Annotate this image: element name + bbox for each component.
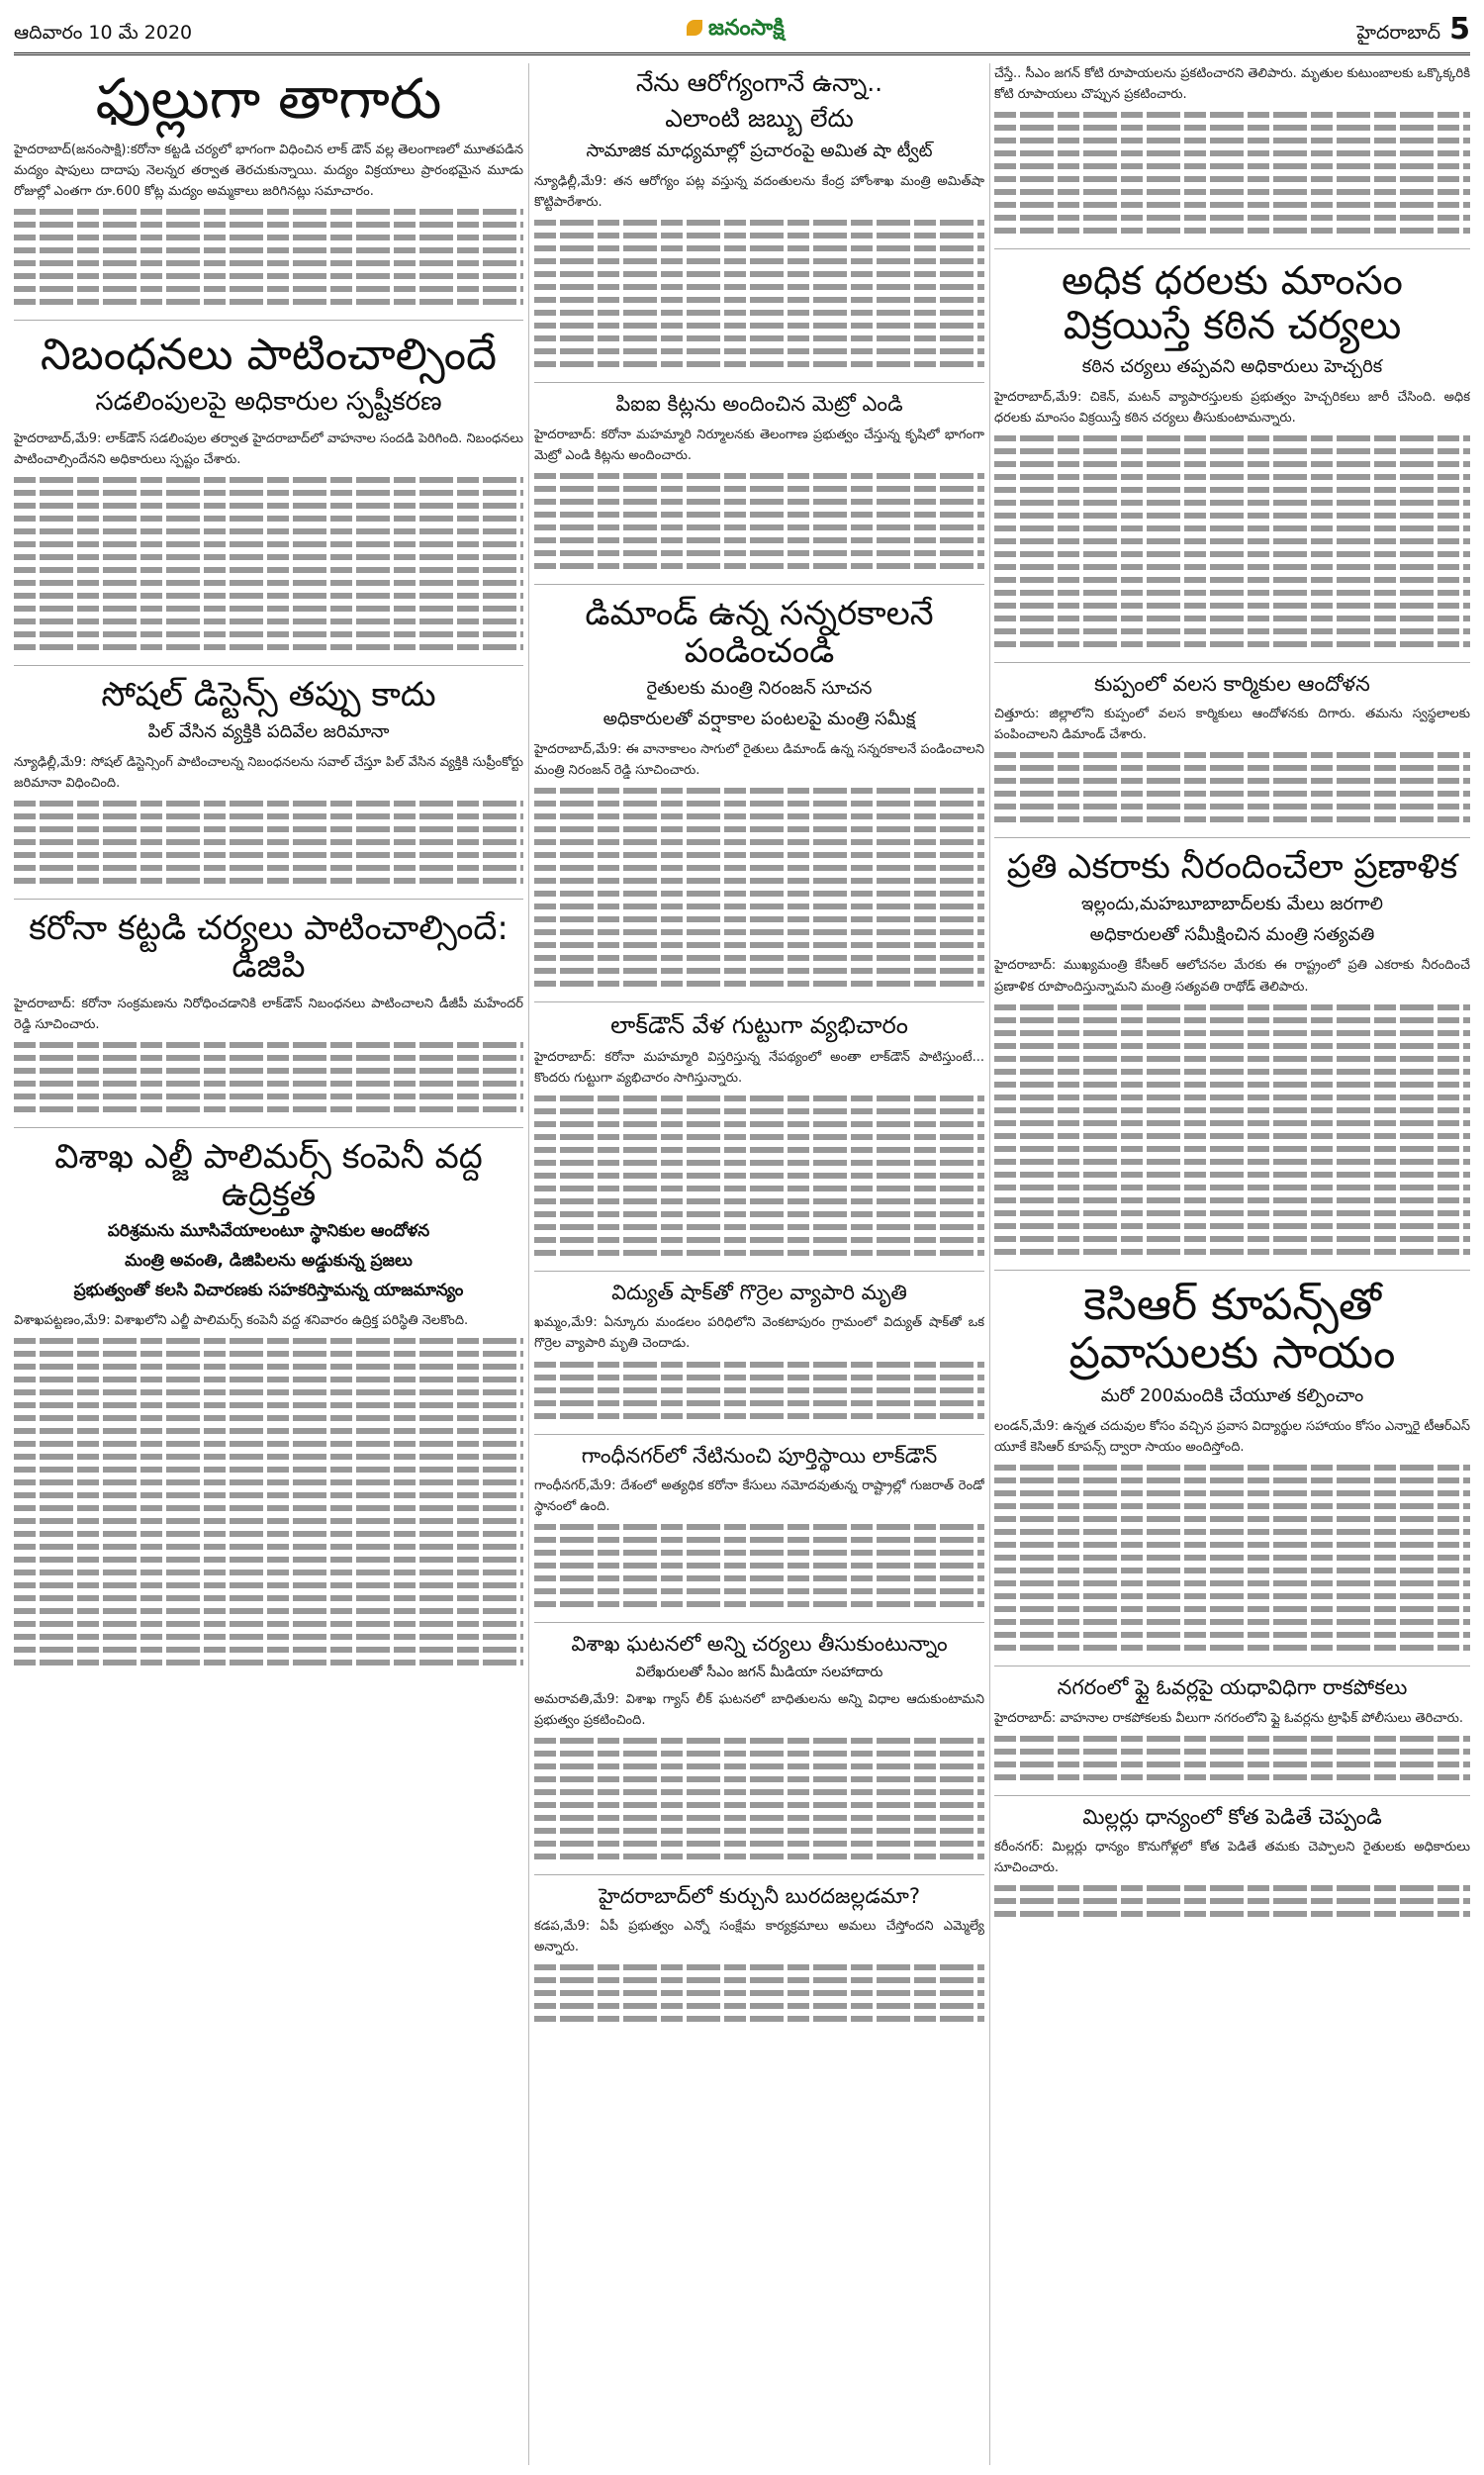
headline: కరోనా కట్టడి చర్యలు పాటించాల్సిందే: డిజిపి [29,908,509,987]
article [534,1012,984,1272]
headline: విశాఖ ఎల్జీ పాలిమర్స్‌ కంపెనీ వద్ద ఉద్రిక్తత [54,1136,483,1214]
subheadline: సామాజిక మాధ్యమాల్లో ప్రచారంపై అమిత షా ట్వీట్‌ [586,141,933,161]
headline: విశాఖ ఘటనలో అన్ని చర్యలు తీసుకుంటున్నాం [571,1632,948,1657]
headline: గాంధీనగర్‌లో నేటినుంచి పూర్తిస్థాయి లాక్‌డౌన్‌ [581,1443,938,1468]
article-body: చిత్తూరు: జిల్లాలోని కుప్పంలో వలస కార్మికులు ఆందోళనకు దిగారు. తమను స్వస్థలాలకు పంపించాలని డిమాండ్‌ చేశారు. [994,707,1470,743]
article [534,1885,984,2038]
subheadline: రైతులకు మంత్రి నిరంజన్‌ సూచన [646,677,873,699]
column-right [994,63,1470,2465]
subheadline: మంత్రి అవంతి, డిజిపిలను అడ్డుకున్న ప్రజలు [125,1250,413,1271]
subheadline: సడలింపులపై అధికారుల స్పష్టీకరణ [95,387,442,418]
leaf-icon [687,20,702,36]
masthead [14,12,1470,55]
article-body: అమరావతి,మే9: విశాఖ గ్యాస్‌ లీక్‌ ఘటనలో బాధితులను అన్ని విధాల ఆదుకుంటామని ప్రభుత్వం ప్రకటించింది. [534,1691,984,1728]
headline: లాక్‌డౌన్‌ వేళ గుట్టుగా వ్యభిచారం [610,1010,908,1039]
column-divider [989,63,990,2465]
headline: డిమాండ్‌ ఉన్న సన్నరకాలనే పండించండి [585,593,934,671]
article [14,909,523,1127]
subheadline: విలేఖరులతో సీఎం జగన్‌ మీడియా సలహాదారు [635,1664,883,1680]
article-continuation [994,63,1470,249]
headline: ఫుల్లుగా తాగారు [95,67,442,132]
article-body: గాంధీనగర్‌,మే9: దేశంలో అత్యధిక కరోనా కేసులు నమోదవుతున్న రాష్ట్రాల్లో గుజరాత్‌ రెండో స్థానంలో ఉంది. [534,1478,984,1515]
article [14,331,523,666]
article [994,1281,1470,1667]
headline: అధిక ధరలకు మాంసం విక్రయిస్తే కఠిన చర్యలు [1062,258,1403,348]
article [534,1282,984,1435]
article-body: హైదరాబాద్‌,మే9: చికెన్‌, మటన్‌ వ్యాపారస్తులకు ప్రభుత్వం హెచ్చరికలు జారీ చేసింది. అధిక ధరలకు మాంసం విక్రయిస్తే కఠిన చర్యలు తీసుకుంటామన్నారు. [994,389,1470,426]
article [534,69,984,383]
article [534,595,984,1002]
headline: నిబంధనలు పాటించాల్సిందే [40,329,498,380]
article-body: హైదరాబాద్‌: ముఖ్యమంత్రి కేసీఆర్‌ ఆలోచనల మేరకు ఈ రాష్ట్రంలో ప్రతి ఎకరాకు నీరందించే ప్రణాళిక రూపొందిస్తున్నామని మంత్రి సత్యవతి రాథోడ్‌ తెలిపారు. [994,958,1470,995]
article [994,673,1470,839]
article-body: చేస్తే.. సీఎం జగన్‌ కోటి రూపాయలను ప్రకటించారని తెలిపారు. మృతుల కుటుంబాలకు ఒక్కొక్కరికి కోటి రూపాయలు చొప్పున ప్రకటించారు. [994,66,1470,103]
subheadline: అధికారులతో సమీక్షించిన మంత్రి సత్యవతి [1089,924,1375,946]
article [994,1806,1470,1933]
article [14,69,523,321]
column-left [14,63,523,2465]
headline: కుప్పంలో వలస కార్మికుల ఆందోళన [1094,671,1370,696]
article-body: హైదరాబాద్‌: కరోనా మహమ్మారి నిర్మూలనకు తెలంగాణ ప్రభుత్వం చేస్తున్న కృషిలో భాగంగా మెట్రో ఎండి కిట్లను అందించారు. [534,427,984,463]
headline: ఎలాంటి జబ్బు లేదు [665,104,854,133]
article [994,259,1470,663]
article [994,848,1470,1270]
article [534,1633,984,1875]
subheadline: పరిశ్రమను మూసివేయాలంటూ స్థానికుల ఆందోళన [107,1220,430,1241]
article-body: కరీంనగర్‌: మిల్లర్లు ధాన్యం కొనుగోళ్లలో కోత పెడితే తమకు చెప్పాలని రైతులకు అధికారులు సూచించారు. [994,1840,1470,1876]
article [14,1138,523,1680]
headline: విద్యుత్‌ షాక్‌తో గొర్రెల వ్యాపారి మృతి [611,1280,907,1304]
article [994,1676,1470,1796]
article-body: హైదరాబాద్‌(జనంసాక్షి):కరోనా కట్టడి చర్యలో భాగంగా విధించిన లాక్‌ డౌన్‌ వల్ల తెలంగాణలో మూతపడిన మద్యం షాపులు దాదాపు నెలన్నర తర్వాత తెరచుకున్నాయి. మద్యం విక్రయాలు ప్రారంభమైన మూడు రోజుల్లో ఎంతగా రూ.600 కోట్ల మద్యం అమ్మకాలు జరిగినట్లు సమాచారం. [14,142,523,199]
headline: ప్రతి ఎకరాకు నీరందించేలా ప్రణాళిక [1006,847,1458,888]
column-divider [528,63,529,2465]
headline: నేను ఆరోగ్యంగానే ఉన్నా.. [635,68,883,97]
headline: పిఐఐ కిట్లను అందించిన మెట్రో ఎండి [615,392,903,417]
article-body: కడప,మే9: ఏపీ ప్రభుత్వం ఎన్నో సంక్షేమ కార్యక్రమాలు అమలు చేస్తోందని ఎమ్మెల్యే అన్నారు. [534,1919,984,1955]
headline: హైదరాబాద్‌లో కుర్చునీ బురదజల్లడమా? [599,1883,920,1908]
article-body: ఖమ్మం,మే9: ఏన్కూరు మండలం పరిధిలోని వెంకటాపురం గ్రామంలో విద్యుత్‌ షాక్‌తో ఒక గొర్రెల వ్యాపారి మృతి చెందాడు. [534,1315,984,1352]
headline: మిల్లర్లు ధాన్యంలో కోత పెడితే చెప్పండి [1082,1804,1382,1829]
article [534,1445,984,1624]
article-body: హైదరాబాద్‌: కరోనా సంక్రమణను నిరోధించడానికి లాక్‌డౌన్‌ నిబంధనలు పాటించాలని డీజీపీ మహేందర్‌ రెడ్డి సూచించారు. [14,996,523,1032]
subheadline: కఠిన చర్యలు తప్పవని అధికారులు హెచ్చరిక [1081,355,1383,377]
article-body: హైదరాబాద్‌,మే9: లాక్‌డౌన్‌ సడలింపుల తర్వాత హైదరాబాద్‌లో వాహనాల సందడి పెరిగింది. నిబంధనలు పాటించాల్సిందేనని అధికారులు స్పష్టం చేశారు. [14,431,523,468]
subheadline: అధికారులతో వర్షాకాల పంటలపై మంత్రి సమీక్ష [603,708,916,729]
page-number: 5 [1449,12,1470,47]
subheadline: మరో 200మందికి చేయూత కల్పించాం [1100,1385,1364,1407]
headline: కెసిఆర్‌ కూపన్స్‌తో ప్రవాసులకు సాయం [1068,1279,1396,1379]
edition-city: హైదరాబాద్ [1356,22,1440,44]
issue-date: ఆదివారం 10 మే 2020 [14,22,193,44]
article [534,393,984,585]
article-body: న్యూఢిల్లీ,మే9: తన ఆరోగ్యం పట్ల వస్తున్న వదంతులను కేంద్ర హోంశాఖ మంత్రి అమిత్‌షా కొట్టిపారేశారు. [534,174,984,211]
article-body: న్యూఢిల్లీ,మే9: సోషల్‌ డిస్టెన్సింగ్‌ పాటించాలన్న నిబంధనలను సవాల్‌ చేస్తూ పిల్‌ వేసిన వ్యక్తికి సుప్రీంకోర్టు జరిమానా విధించింది. [14,755,523,792]
article [14,676,523,900]
newspaper-logo [687,16,785,46]
article-body: విశాఖపట్టణం,మే9: విశాఖలోని ఎల్జీ పాలిమర్స్‌ కంపెనీ వద్ద శనివారం ఉద్రిక్త పరిస్థితి నెలకొంది. [14,1312,469,1328]
headline: సోషల్‌ డిస్టెన్స్‌ తప్పు కాదు [101,675,436,715]
article-body: హైదరాబాద్‌,మే9: ఈ వానాకాలం సాగులో రైతులు డిమాండ్‌ ఉన్న సన్నరకాలనే పండించాలని మంత్రి నిరంజన్‌ రెడ్డి సూచించారు. [534,741,984,778]
subheadline: ప్రభుత్వంతో కలసి విచారణకు సహకరిస్తామన్న యాజమాన్యం [73,1280,464,1300]
headline: నగరంలో ఫ్లై ఓవర్లపై యధావిధిగా రాకపోకలు [1057,1675,1408,1700]
article-body: హైదరాబాద్‌: కరోనా మహమ్మారి విస్తరిస్తున్న నేపథ్యంలో అంతా లాక్‌డౌన్‌ పాటిస్తుంటే... కొందరు గుట్టుగా వ్యభిచారం సాగిస్తున్నారు. [534,1049,984,1086]
subheadline: ఇల్లందు,మహబూబాబాద్‌లకు మేలు జరగాలి [1081,894,1383,915]
article-body: హైదరాబాద్‌: వాహనాల రాకపోకలకు వీలుగా నగరంలోని ఫ్లై ఓవర్లను ట్రాఫిక్‌ పోలీసులు తెరిచారు. [994,1710,1463,1726]
logo-text: జనంసాక్షి [708,16,785,41]
column-middle [534,63,984,2465]
article-body: లండన్‌,మే9: ఉన్నత చదువుల కోసం వచ్చిన ప్రవాస విద్యార్థుల సహాయం కోసం ఎన్నారై టీఆర్‌ఎస్‌ యూకే కెసిఆర్‌ కూపన్స్‌ ద్వారా సాయం అందిస్తోంది. [994,1419,1470,1456]
subheadline: పిల్‌ వేసిన వ్యక్తికి పదివేల జరిమానా [147,721,390,743]
